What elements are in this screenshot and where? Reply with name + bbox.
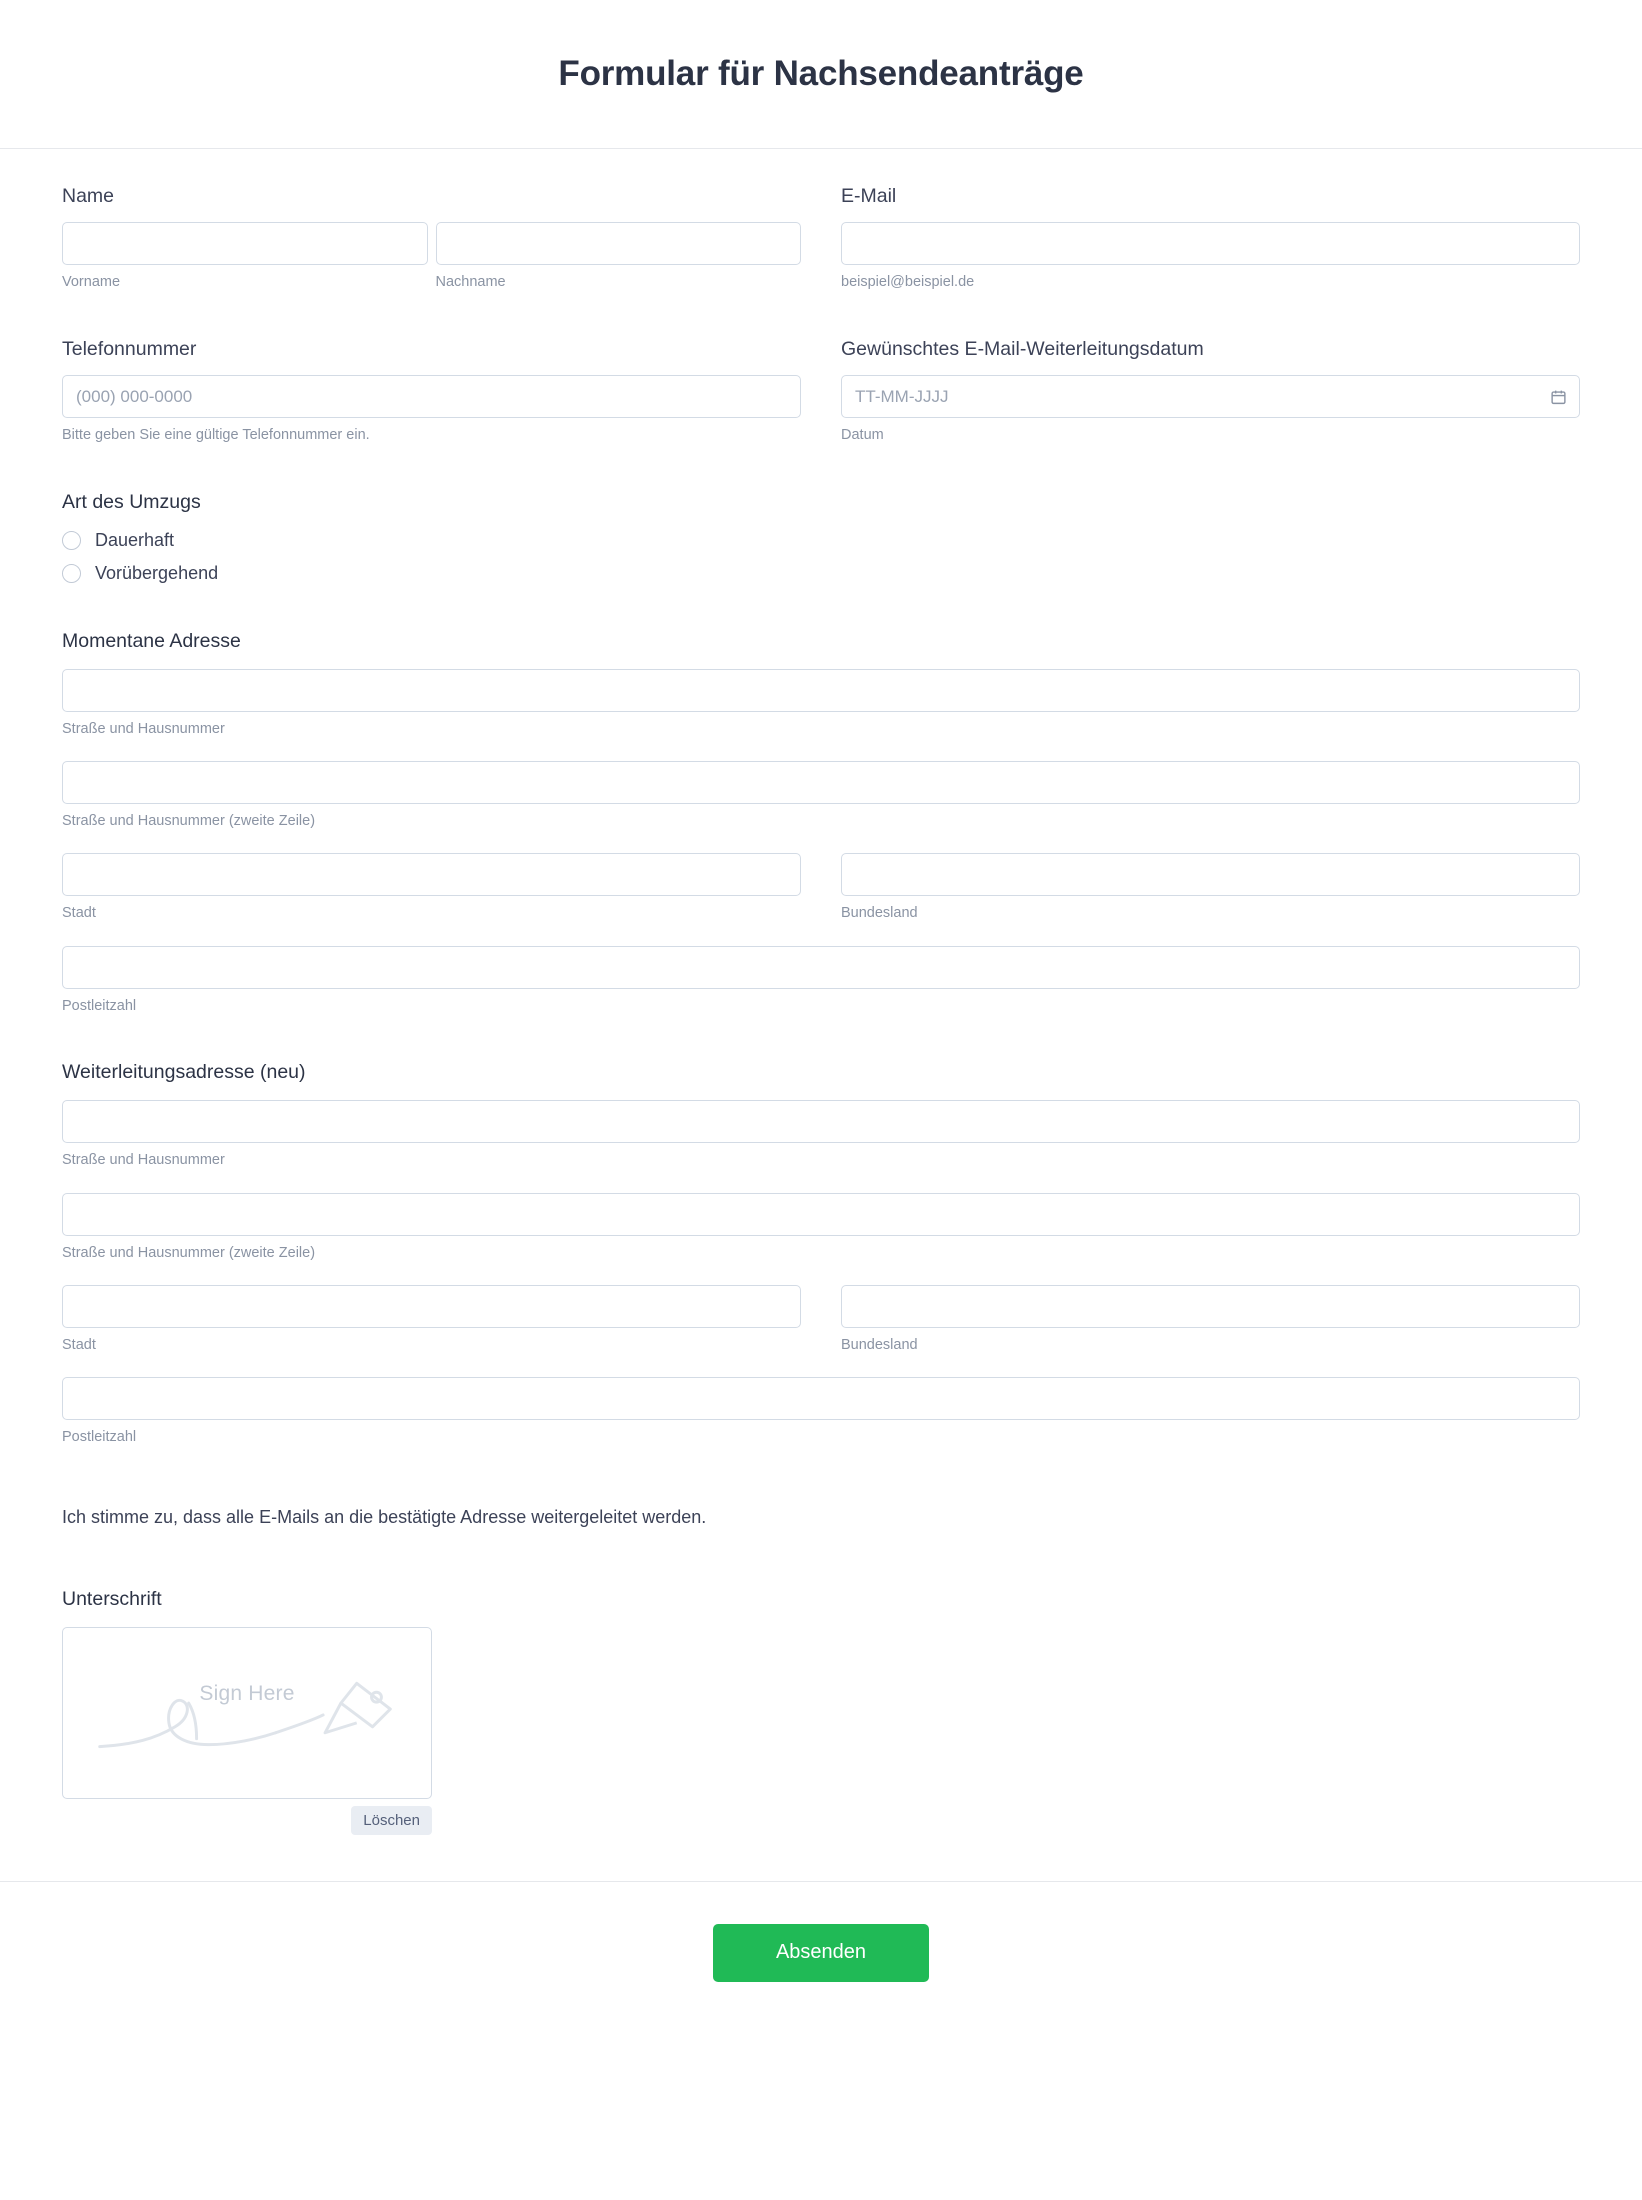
forward-street1-block (62, 1100, 1580, 1169)
last-name-sublabel: Nachname (435, 274, 506, 291)
phone-sublabel: Bitte geben Sie eine gültige Telefonnummer ein. (62, 427, 370, 444)
forward-street2-input[interactable] (62, 1193, 1580, 1236)
email-sublabel: beispiel@beispiel.de (841, 274, 975, 291)
signature-label: Unterschrift (62, 1587, 162, 1610)
last-name-block (436, 222, 802, 291)
spacer (62, 1530, 1580, 1588)
forward-date-sublabel: Datum (841, 427, 884, 444)
forward-street2-block (62, 1193, 1580, 1262)
last-name-input[interactable] (436, 222, 802, 265)
email-field-group (841, 185, 1580, 292)
signature-clear-button[interactable]: Löschen (351, 1806, 432, 1835)
forward-date-label: Gewünschtes E-Mail-Weiterleitungsdatum (841, 337, 1204, 360)
current-zip-block (62, 946, 1580, 1015)
consent-text: Ich stimme zu, dass alle E-Mails an die bestätigte Adresse weitergeleitet werden. (62, 1506, 707, 1527)
phone-label: Telefonnummer (62, 337, 197, 360)
radio-icon[interactable] (62, 531, 81, 550)
current-city-sublabel: Stadt (62, 905, 96, 922)
forward-zip-sublabel: Postleitzahl (62, 1429, 137, 1446)
move-type-label: Art des Umzugs (62, 490, 201, 513)
spacer (62, 1262, 1580, 1285)
email-label: E-Mail (841, 185, 897, 207)
first-name-block (62, 222, 428, 291)
current-street1-input[interactable] (62, 669, 1580, 712)
current-state-sublabel: Bundesland (841, 905, 918, 922)
forward-state-block (841, 1285, 1580, 1354)
forward-date-input[interactable] (841, 375, 1580, 418)
current-state-input[interactable] (841, 853, 1580, 896)
forward-address-label: Weiterleitungsadresse (neu) (62, 1061, 306, 1084)
current-address-group (62, 630, 1580, 1016)
spacer (62, 445, 1580, 491)
spacer (62, 830, 1580, 853)
radio-icon[interactable] (62, 564, 81, 583)
signature-hint: Sign Here (199, 1681, 295, 1705)
current-street2-sublabel: Straße und Hausnummer (zweite Zeile) (62, 812, 316, 829)
spacer (62, 1015, 1580, 1061)
forward-street1-input[interactable] (62, 1100, 1580, 1143)
row-phone-date (62, 338, 1580, 445)
radio-option-temporary[interactable] (62, 563, 1580, 584)
first-name-sublabel: Vorname (62, 274, 121, 291)
forward-zip-block (62, 1377, 1580, 1446)
spacer (62, 923, 1580, 946)
spacer (62, 1447, 1580, 1505)
date-input-wrapper (841, 375, 1580, 418)
name-label: Name (62, 185, 115, 207)
spacer (62, 292, 1580, 338)
forward-city-input[interactable] (62, 1285, 801, 1328)
first-name-input[interactable] (62, 222, 428, 265)
forward-zip-input[interactable] (62, 1377, 1580, 1420)
signature-group (62, 1588, 1580, 1835)
phone-field-group (62, 338, 801, 445)
current-state-block (841, 853, 1580, 922)
current-street2-input[interactable] (62, 761, 1580, 804)
current-city-state-row (62, 853, 1580, 922)
spacer (62, 738, 1580, 761)
current-address-label: Momentane Adresse (62, 629, 241, 652)
forward-street2-sublabel: Straße und Hausnummer (zweite Zeile) (62, 1244, 316, 1261)
current-zip-sublabel: Postleitzahl (62, 997, 137, 1014)
forward-city-state-row (62, 1285, 1580, 1354)
form-body (0, 149, 1642, 1835)
spacer (62, 584, 1580, 630)
form-footer (0, 1881, 1642, 2030)
signature-actions (62, 1806, 432, 1835)
forward-state-input[interactable] (841, 1285, 1580, 1328)
name-inputs (62, 222, 801, 291)
page-title: Formular für Nachsendeanträge (558, 54, 1084, 93)
forward-state-sublabel: Bundesland (841, 1336, 918, 1353)
radio-label-permanent: Dauerhaft (95, 529, 175, 550)
row-name-email (62, 185, 1580, 292)
phone-input[interactable] (62, 375, 801, 418)
signature-placeholder-icon (63, 1628, 431, 1798)
forward-date-field-group (841, 338, 1580, 445)
radio-option-permanent[interactable] (62, 530, 1580, 551)
email-input[interactable] (841, 222, 1580, 265)
signature-pad[interactable] (62, 1627, 432, 1799)
name-field-group (62, 185, 801, 292)
submit-button[interactable]: Absenden (713, 1924, 929, 1982)
forward-city-block (62, 1285, 801, 1354)
move-type-group (62, 491, 1580, 584)
current-street2-block (62, 761, 1580, 830)
radio-label-temporary: Vorübergehend (95, 562, 219, 583)
forward-address-group (62, 1061, 1580, 1447)
current-city-block (62, 853, 801, 922)
current-street1-block (62, 669, 1580, 738)
spacer (62, 1170, 1580, 1193)
forward-city-sublabel: Stadt (62, 1336, 96, 1353)
spacer (62, 1354, 1580, 1377)
current-zip-input[interactable] (62, 946, 1580, 989)
current-city-input[interactable] (62, 853, 801, 896)
forward-street1-sublabel: Straße und Hausnummer (62, 1152, 225, 1169)
current-street1-sublabel: Straße und Hausnummer (62, 720, 225, 737)
form-header (0, 0, 1642, 149)
